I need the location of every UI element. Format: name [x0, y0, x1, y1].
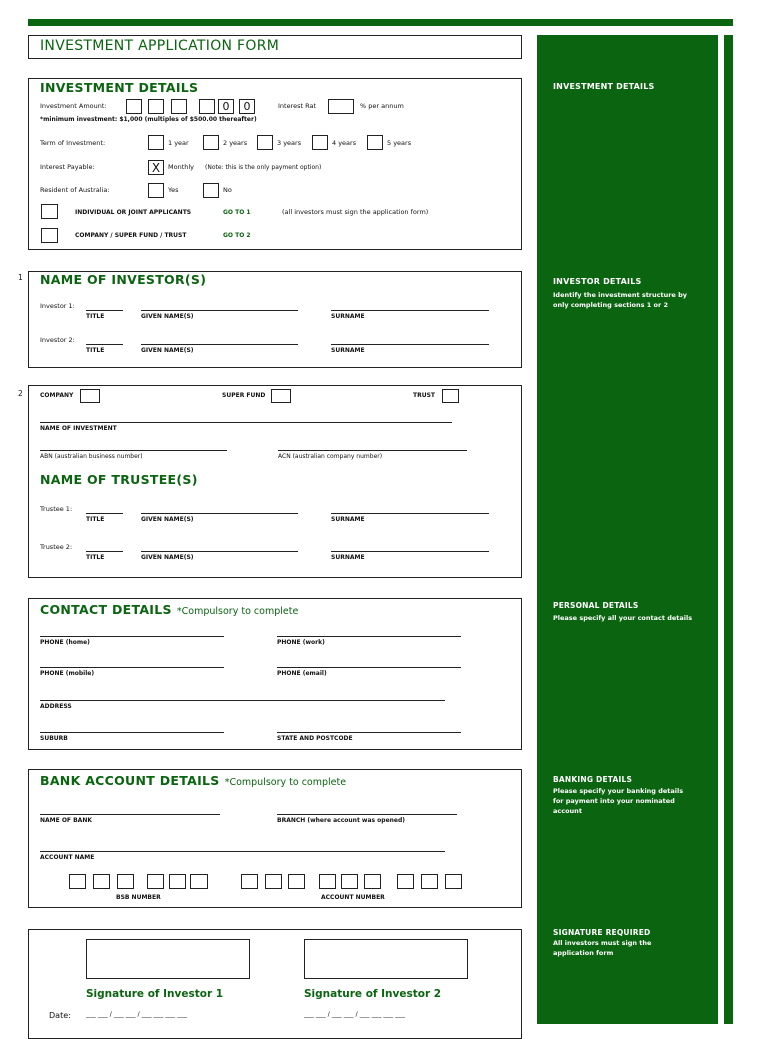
investor-2-given-line[interactable]	[141, 344, 298, 345]
interest-rate-field[interactable]	[328, 99, 354, 114]
trustees-heading: NAME OF TRUSTEE(S)	[40, 472, 198, 487]
investor-2-surname-line[interactable]	[331, 344, 489, 345]
title-caption: TITLE	[86, 313, 105, 320]
account-digit-box[interactable]	[319, 874, 336, 889]
phone-work-caption: PHONE (work)	[277, 639, 325, 646]
trustee-1-surname-line[interactable]	[331, 513, 489, 514]
term-label: Term of Investment:	[40, 139, 106, 147]
individual-applicants-checkbox[interactable]	[41, 204, 58, 219]
account-number-caption: ACCOUNT NUMBER	[321, 894, 385, 901]
sidebar-signature-required-text: All investors must sign the application form	[553, 939, 652, 957]
surname-caption: SURNAME	[331, 516, 365, 523]
page-title: INVESTMENT APPLICATION FORM	[40, 38, 280, 54]
surname-caption: SURNAME	[331, 347, 365, 354]
term-2-years-checkbox[interactable]	[203, 135, 219, 150]
trust-checkbox[interactable]	[442, 389, 459, 403]
signature-section	[28, 929, 522, 1039]
acn-line[interactable]	[278, 450, 467, 451]
section-1-number: 1	[18, 273, 23, 282]
trustee-1-label: Trustee 1:	[40, 505, 73, 513]
term-4-years-checkbox[interactable]	[312, 135, 328, 150]
bsb-digit-box[interactable]	[147, 874, 164, 889]
trustee-2-title-line[interactable]	[86, 551, 123, 552]
sidebar-panel	[537, 35, 718, 1024]
suburb-caption: SUBURB	[40, 735, 68, 742]
phone-email-caption: PHONE (email)	[277, 670, 327, 677]
individual-applicants-label: INDIVIDUAL OR JOINT APPLICANTS	[75, 209, 192, 216]
investor-1-date-field[interactable]: ___ ___ / ___ ___ / ___ ___ ___ ___	[86, 1010, 187, 1018]
trustee-2-given-line[interactable]	[141, 551, 298, 552]
date-label: Date:	[49, 1011, 71, 1020]
amount-digit-box[interactable]: 0	[218, 99, 234, 114]
contact-heading-row	[40, 599, 298, 618]
amount-digit-box[interactable]	[199, 99, 215, 114]
given-name-caption: GIVEN NAME(S)	[141, 516, 194, 523]
sidebar-personal-details: PERSONAL DETAILS	[553, 601, 639, 610]
investor-2-date-field[interactable]: ___ ___ / ___ ___ / ___ ___ ___ ___	[304, 1010, 405, 1018]
bsb-caption: BSB NUMBER	[116, 894, 161, 901]
abn-line[interactable]	[40, 450, 227, 451]
super-fund-checkbox[interactable]	[271, 389, 291, 403]
goto-1-label: GO TO 1	[223, 209, 251, 216]
trustee-2-label: Trustee 2:	[40, 543, 73, 551]
amount-digit-box[interactable]	[171, 99, 187, 114]
branch-caption: BRANCH (where account was opened)	[277, 817, 406, 824]
investor-names-section	[28, 271, 522, 368]
company-label: COMPANY	[40, 392, 74, 399]
sidebar-personal-details-text: Please specify all your contact details	[553, 614, 693, 622]
bsb-digit-box[interactable]	[93, 874, 110, 889]
investor-1-surname-line[interactable]	[331, 310, 489, 311]
account-digit-box[interactable]	[421, 874, 438, 889]
account-digit-box[interactable]	[445, 874, 462, 889]
given-name-caption: GIVEN NAME(S)	[141, 554, 194, 561]
sidebar-investment-details: INVESTMENT DETAILS	[553, 82, 655, 91]
minimum-investment-note: *minimum investment: $1,000 (multiples of $500.00 thereafter)	[40, 116, 257, 123]
title-box	[28, 35, 522, 59]
bank-name-line[interactable]	[40, 814, 220, 815]
phone-home-line[interactable]	[40, 636, 224, 637]
contact-details-heading: CONTACT DETAILS	[40, 602, 172, 617]
investor-1-given-line[interactable]	[141, 310, 298, 311]
company-trust-section	[28, 385, 522, 578]
account-digit-box[interactable]	[288, 874, 305, 889]
bsb-digit-box[interactable]	[190, 874, 208, 889]
monthly-checkbox[interactable]: X	[148, 160, 164, 175]
term-option-label: 3 years	[277, 139, 302, 147]
title-caption: TITLE	[86, 347, 105, 354]
address-caption: ADDRESS	[40, 703, 72, 710]
amount-digit-box[interactable]	[148, 99, 164, 114]
super-fund-label: SUPER FUND	[222, 392, 266, 399]
account-digit-box[interactable]	[397, 874, 414, 889]
sidebar-banking-details-text: Please specify your banking details for payment into your nominated account	[553, 787, 684, 815]
account-digit-box[interactable]	[364, 874, 381, 889]
investor-2-label: Investor 2:	[40, 336, 75, 344]
address-line[interactable]	[40, 700, 445, 701]
term-option-label: 2 years	[223, 139, 248, 147]
phone-work-line[interactable]	[277, 636, 461, 637]
amount-digit-box[interactable]	[126, 99, 142, 114]
account-digit-box[interactable]	[341, 874, 358, 889]
state-postcode-line[interactable]	[277, 732, 461, 733]
monthly-label: Monthly	[168, 163, 195, 171]
investment-amount-label: Investment Amount:	[40, 102, 107, 110]
account-name-line[interactable]	[40, 851, 445, 852]
resident-no-label: No	[223, 186, 232, 194]
contact-compulsory-note: *Compulsory to complete	[176, 606, 299, 617]
investment-details-heading: INVESTMENT DETAILS	[40, 80, 199, 95]
sidebar-investor-details: INVESTOR DETAILS	[553, 277, 642, 286]
resident-yes-checkbox[interactable]	[148, 183, 164, 198]
section-2-number: 2	[18, 389, 23, 398]
payment-option-note: (Note: this is the only payment option)	[205, 164, 322, 171]
trust-label: TRUST	[413, 392, 435, 399]
trustee-2-surname-line[interactable]	[331, 551, 489, 552]
sidebar-signature-required: SIGNATURE REQUIRED	[553, 928, 651, 937]
phone-home-caption: PHONE (home)	[40, 639, 90, 646]
name-of-bank-caption: NAME OF BANK	[40, 817, 92, 824]
title-caption: TITLE	[86, 516, 105, 523]
investor-2-signature-box[interactable]	[304, 939, 468, 979]
company-checkbox[interactable]	[80, 389, 100, 403]
per-annum-label: % per annum	[360, 102, 404, 110]
investor-1-signature-box[interactable]	[86, 939, 250, 979]
account-digit-box[interactable]	[241, 874, 258, 889]
given-name-caption: GIVEN NAME(S)	[141, 347, 194, 354]
amount-digit-box[interactable]: 0	[239, 99, 255, 114]
name-of-investment-caption: NAME OF INVESTMENT	[40, 425, 117, 432]
account-digit-box[interactable]	[265, 874, 282, 889]
given-name-caption: GIVEN NAME(S)	[141, 313, 194, 320]
investor-2-title-line[interactable]	[86, 344, 123, 345]
term-3-years-checkbox[interactable]	[257, 135, 273, 150]
surname-caption: SURNAME	[331, 554, 365, 561]
bsb-digit-box[interactable]	[117, 874, 134, 889]
phone-mobile-line[interactable]	[40, 667, 224, 668]
goto-2-label: GO TO 2	[223, 232, 251, 239]
term-1-year-checkbox[interactable]	[148, 135, 164, 150]
investor-1-signature-label: Signature of Investor 1	[86, 988, 224, 1000]
contact-details-section	[28, 598, 522, 750]
interest-rate-label: Interest Rat	[278, 102, 317, 110]
sidebar-investor-details-text: Identify the investment structure by only completing sections 1 or 2	[553, 291, 687, 309]
bank-details-section	[28, 769, 522, 908]
suburb-line[interactable]	[40, 732, 224, 733]
sidebar-edge-strip	[724, 35, 733, 1024]
state-postcode-caption: STATE AND POSTCODE	[277, 735, 353, 742]
investor-1-label: Investor 1:	[40, 302, 75, 310]
abn-caption: ABN (australian business number)	[40, 453, 143, 460]
all-sign-note: (all investors must sign the application form)	[282, 208, 429, 216]
resident-yes-label: Yes	[168, 186, 179, 194]
term-5-years-checkbox[interactable]	[367, 135, 383, 150]
branch-line[interactable]	[277, 814, 457, 815]
investor-names-heading: NAME OF INVESTOR(S)	[40, 272, 207, 287]
bank-heading-row	[40, 770, 346, 789]
interest-payable-label: Interest Payable:	[40, 163, 95, 171]
investment-details-section	[28, 78, 522, 250]
trustee-1-title-line[interactable]	[86, 513, 123, 514]
term-option-label: 4 years	[332, 139, 357, 147]
account-name-caption: ACCOUNT NAME	[40, 854, 95, 861]
sidebar-banking-details: BANKING DETAILS	[553, 775, 633, 784]
acn-caption: ACN (australian company number)	[278, 453, 383, 460]
investor-2-signature-label: Signature of Investor 2	[304, 988, 442, 1000]
surname-caption: SURNAME	[331, 313, 365, 320]
bank-details-heading: BANK ACCOUNT DETAILS	[40, 773, 220, 788]
bsb-digit-box[interactable]	[69, 874, 86, 889]
phone-email-line[interactable]	[277, 667, 461, 668]
title-caption: TITLE	[86, 554, 105, 561]
resident-no-checkbox[interactable]	[203, 183, 219, 198]
company-applicants-label: COMPANY / SUPER FUND / TRUST	[75, 232, 187, 239]
top-rule	[28, 19, 733, 26]
term-option-label: 1 year	[168, 139, 189, 147]
bsb-digit-box[interactable]	[169, 874, 186, 889]
bank-compulsory-note: *Compulsory to complete	[224, 777, 347, 788]
investment-name-line[interactable]	[40, 422, 452, 423]
phone-mobile-caption: PHONE (mobile)	[40, 670, 95, 677]
term-option-label: 5 years	[387, 139, 412, 147]
resident-label: Resident of Australia:	[40, 186, 110, 194]
trustee-1-given-line[interactable]	[141, 513, 298, 514]
company-applicants-checkbox[interactable]	[41, 228, 58, 243]
investor-1-title-line[interactable]	[86, 310, 123, 311]
